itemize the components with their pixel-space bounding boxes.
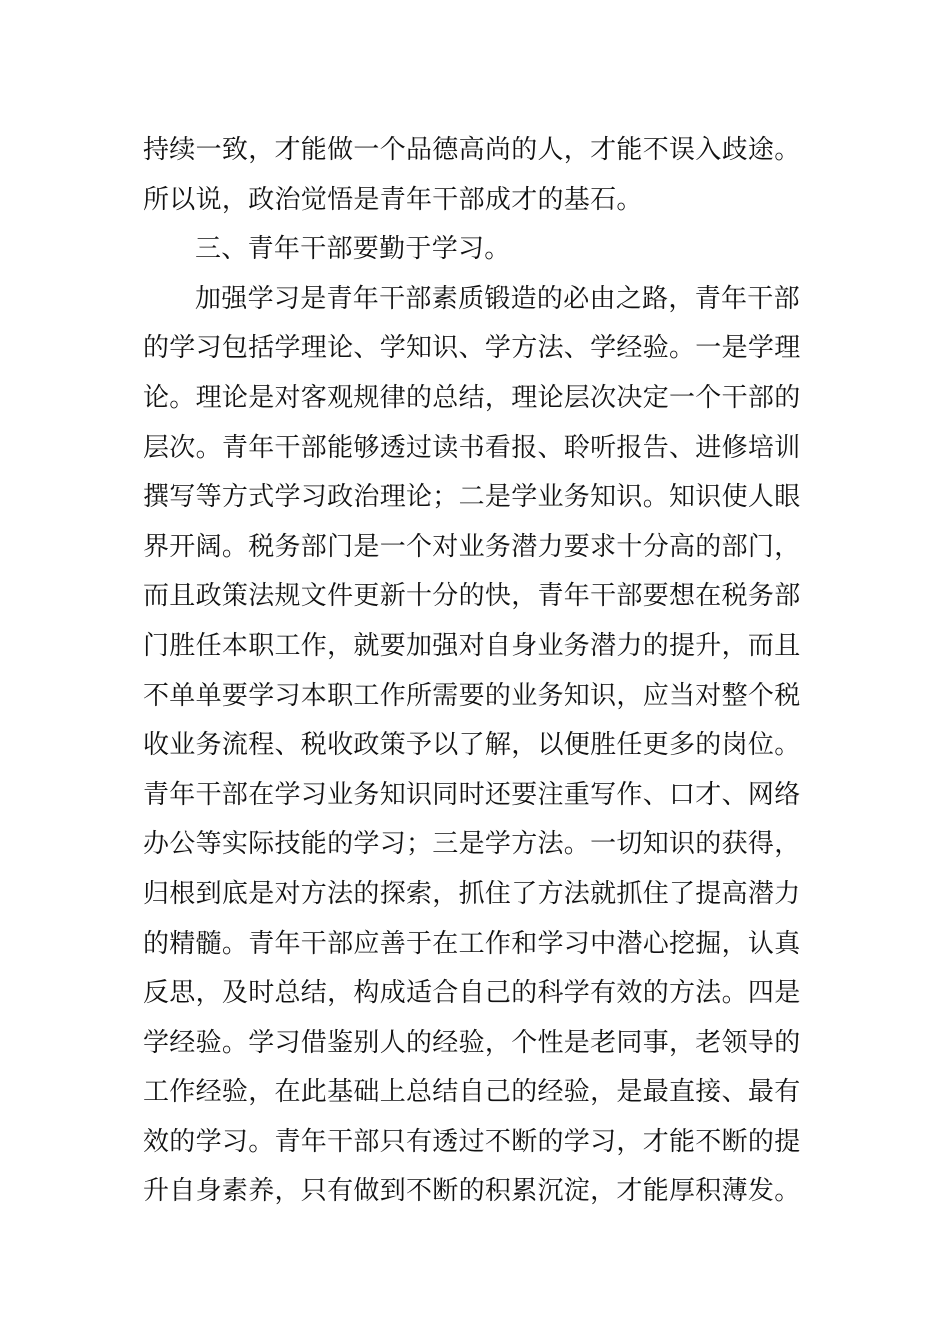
text-line: 的学习包括学理论、学知识、学方法、学经验。一是学理 [143,333,801,364]
text-line: 效的学习。青年干部只有透过不断的学习，才能不断的提 [143,1126,801,1157]
text-line: 不单单要学习本职工作所需要的业务知识，应当对整个税 [143,680,801,711]
text-line: 青年干部在学习业务知识同时还要注重写作、口才、网络 [143,779,801,810]
text-line: 工作经验，在此基础上总结自己的经验，是最直接、最有 [143,1077,801,1108]
text-line: 层次。青年干部能够透过读书看报、聆听报告、进修培训 [143,432,801,463]
paragraph-first-line: 加强学习是青年干部素质锻造的必由之路，青年干部 [195,283,800,314]
text-line: 收业务流程、税收政策予以了解，以便胜任更多的岗位。 [143,730,801,761]
section-heading: 三、青年干部要勤于学习。 [195,234,511,265]
text-line: 门胜任本职工作，就要加强对自身业务潜力的提升，而且 [143,630,801,661]
text-line: 界开阔。税务部门是一个对业务潜力要求十分高的部门， [143,531,801,562]
text-line: 所以说，政治觉悟是青年干部成才的基石。 [143,184,643,215]
text-line: 持续一致，才能做一个品德高尚的人，才能不误入歧途。 [143,135,801,165]
body-text [143,126,808,1217]
text-line: 撰写等方式学习政治理论；二是学业务知识。知识使人眼 [143,482,801,513]
text-line: 反思，及时总结，构成适合自己的科学有效的方法。四是 [143,978,801,1009]
text-line: 论。理论是对客观规律的总结，理论层次决定一个干部的 [143,382,801,413]
text-line: 而且政策法规文件更新十分的快，青年干部要想在税务部 [143,581,801,612]
text-line: 的精髓。青年干部应善于在工作和学习中潜心挖掘，认真 [143,928,801,959]
text-line: 归根到底是对方法的探索，抓住了方法就抓住了提高潜力 [143,878,801,909]
text-line: 升自身素养，只有做到不断的积累沉淀，才能厚积薄发。 [143,1176,801,1207]
text-line: 学经验。学习借鉴别人的经验，个性是老同事，老领导的 [143,1027,801,1058]
text-line: 办公等实际技能的学习；三是学方法。一切知识的获得， [143,829,801,860]
